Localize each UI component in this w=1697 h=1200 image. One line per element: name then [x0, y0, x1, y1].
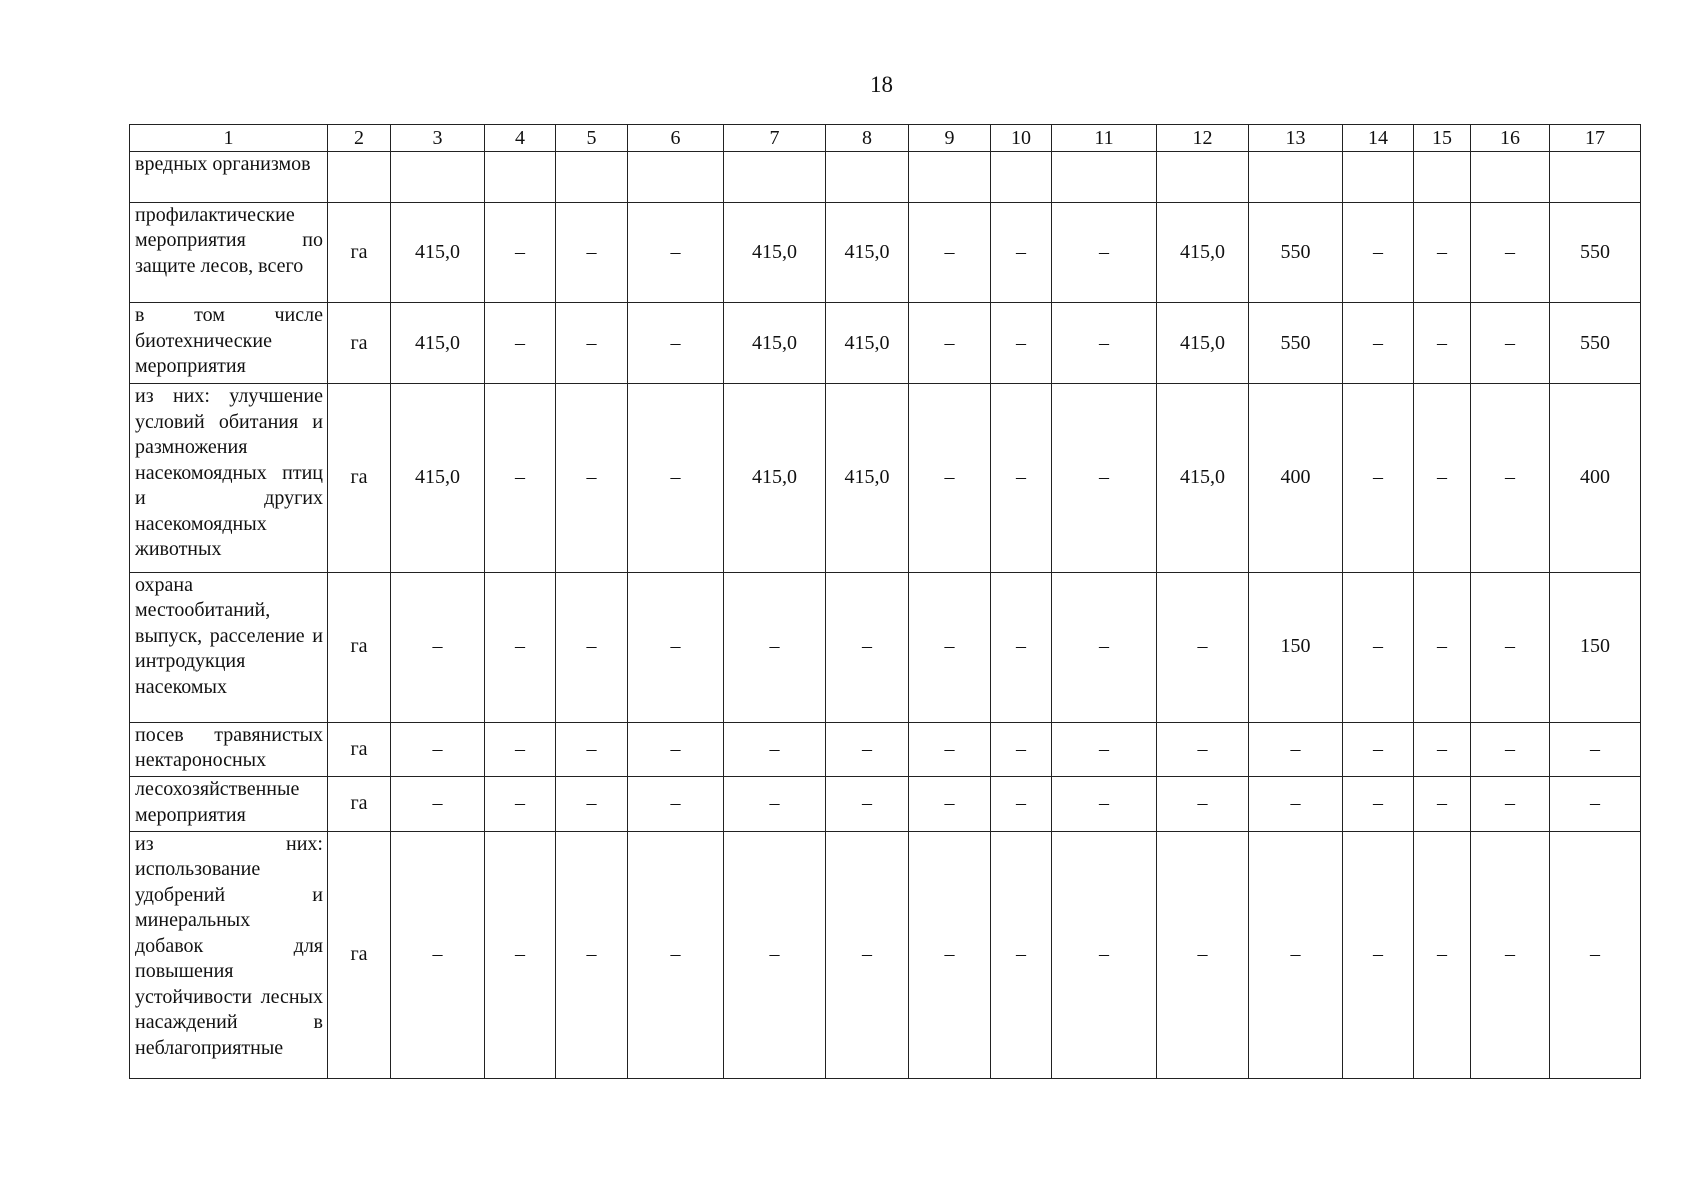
unit-cell: га	[328, 572, 391, 722]
value-cell-col-11: –	[1052, 202, 1157, 303]
value-cell-col-15: –	[1414, 572, 1471, 722]
row-label: профилактические мероприятия по защите лесов, всего	[130, 202, 328, 303]
value-cell-col-14: –	[1343, 572, 1414, 722]
value-cell-col-11: –	[1052, 777, 1157, 832]
value-cell-col-10: –	[991, 572, 1052, 722]
value-cell-col-17	[1550, 152, 1641, 202]
value-cell-col-6: –	[628, 572, 724, 722]
value-cell-col-10: –	[991, 722, 1052, 777]
value-cell-col-17: 150	[1550, 572, 1641, 722]
value-cell-col-15: –	[1414, 384, 1471, 572]
value-cell-col-3: 415,0	[391, 384, 485, 572]
value-cell-col-5: –	[556, 572, 628, 722]
value-cell-col-3	[391, 152, 485, 202]
value-cell-col-13: –	[1249, 722, 1343, 777]
table-row	[130, 152, 1641, 202]
table-row	[130, 202, 1641, 303]
value-cell-col-5: –	[556, 384, 628, 572]
header-row	[130, 125, 1641, 152]
value-cell-col-13: 150	[1249, 572, 1343, 722]
value-cell-col-13: –	[1249, 831, 1343, 1078]
column-number-3: 3	[391, 125, 485, 152]
row-label: посев травянистых нектароносных	[130, 722, 328, 777]
value-cell-col-7: –	[724, 777, 826, 832]
column-number-8: 8	[826, 125, 909, 152]
column-number-9: 9	[909, 125, 991, 152]
value-cell-col-17: –	[1550, 831, 1641, 1078]
value-cell-col-13: 550	[1249, 202, 1343, 303]
column-number-11: 11	[1052, 125, 1157, 152]
table-row	[130, 777, 1641, 832]
value-cell-col-8: 415,0	[826, 384, 909, 572]
value-cell-col-12: –	[1157, 722, 1249, 777]
value-cell-col-3: –	[391, 572, 485, 722]
value-cell-col-4: –	[485, 572, 556, 722]
table-row	[130, 831, 1641, 1078]
value-cell-col-9	[909, 152, 991, 202]
value-cell-col-7: 415,0	[724, 202, 826, 303]
value-cell-col-7: –	[724, 572, 826, 722]
value-cell-col-7	[724, 152, 826, 202]
value-cell-col-10: –	[991, 831, 1052, 1078]
value-cell-col-12: –	[1157, 572, 1249, 722]
column-number-13: 13	[1249, 125, 1343, 152]
value-cell-col-3: –	[391, 831, 485, 1078]
value-cell-col-17: 400	[1550, 384, 1641, 572]
value-cell-col-3: –	[391, 722, 485, 777]
value-cell-col-13	[1249, 152, 1343, 202]
value-cell-col-14: –	[1343, 303, 1414, 384]
value-cell-col-16: –	[1471, 572, 1550, 722]
value-cell-col-16: –	[1471, 303, 1550, 384]
value-cell-col-5	[556, 152, 628, 202]
column-number-7: 7	[724, 125, 826, 152]
column-number-6: 6	[628, 125, 724, 152]
unit-cell: га	[328, 831, 391, 1078]
value-cell-col-11: –	[1052, 722, 1157, 777]
value-cell-col-17: –	[1550, 777, 1641, 832]
row-label: охрана местообитаний, выпуск, расселение и интродукция насекомых	[130, 572, 328, 722]
row-label: из них: использование удобрений и минеральных добавок для повышения устойчивости лесных насаждений в неблагоприятные	[130, 831, 328, 1078]
value-cell-col-15: –	[1414, 202, 1471, 303]
value-cell-col-6: –	[628, 722, 724, 777]
value-cell-col-11: –	[1052, 384, 1157, 572]
row-label: из них: улучшение условий обитания и размножения насекомоядных птиц и других насекомоядных животных	[130, 384, 328, 572]
value-cell-col-9: –	[909, 202, 991, 303]
value-cell-col-3: –	[391, 777, 485, 832]
value-cell-col-17: –	[1550, 722, 1641, 777]
value-cell-col-7: 415,0	[724, 303, 826, 384]
value-cell-col-11: –	[1052, 303, 1157, 384]
value-cell-col-14: –	[1343, 831, 1414, 1078]
value-cell-col-3: 415,0	[391, 303, 485, 384]
value-cell-col-5: –	[556, 722, 628, 777]
value-cell-col-12: 415,0	[1157, 384, 1249, 572]
value-cell-col-8: –	[826, 777, 909, 832]
column-number-15: 15	[1414, 125, 1471, 152]
column-number-17: 17	[1550, 125, 1641, 152]
value-cell-col-9: –	[909, 777, 991, 832]
page-number: 18	[870, 72, 893, 97]
value-cell-col-16: –	[1471, 384, 1550, 572]
value-cell-col-7: 415,0	[724, 384, 826, 572]
value-cell-col-12: 415,0	[1157, 202, 1249, 303]
column-number-5: 5	[556, 125, 628, 152]
row-label: вредных организмов	[130, 152, 328, 202]
value-cell-col-6: –	[628, 202, 724, 303]
value-cell-col-6: –	[628, 384, 724, 572]
table-row	[130, 303, 1641, 384]
value-cell-col-11: –	[1052, 572, 1157, 722]
value-cell-col-14: –	[1343, 202, 1414, 303]
value-cell-col-14: –	[1343, 777, 1414, 832]
value-cell-col-15: –	[1414, 303, 1471, 384]
value-cell-col-4: –	[485, 384, 556, 572]
value-cell-col-6: –	[628, 777, 724, 832]
unit-cell: га	[328, 384, 391, 572]
column-number-16: 16	[1471, 125, 1550, 152]
table-row	[130, 384, 1641, 572]
row-label: в том числе биотехнические мероприятия	[130, 303, 328, 384]
value-cell-col-14: –	[1343, 384, 1414, 572]
value-cell-col-8: 415,0	[826, 202, 909, 303]
value-cell-col-4: –	[485, 722, 556, 777]
value-cell-col-3: 415,0	[391, 202, 485, 303]
value-cell-col-6: –	[628, 831, 724, 1078]
value-cell-col-12: –	[1157, 777, 1249, 832]
value-cell-col-9: –	[909, 722, 991, 777]
value-cell-col-10: –	[991, 384, 1052, 572]
value-cell-col-8: 415,0	[826, 303, 909, 384]
value-cell-col-4: –	[485, 777, 556, 832]
column-number-10: 10	[991, 125, 1052, 152]
value-cell-col-9: –	[909, 831, 991, 1078]
value-cell-col-16: –	[1471, 777, 1550, 832]
column-number-12: 12	[1157, 125, 1249, 152]
column-number-2: 2	[328, 125, 391, 152]
value-cell-col-13: –	[1249, 777, 1343, 832]
table-row	[130, 722, 1641, 777]
value-cell-col-5: –	[556, 777, 628, 832]
value-cell-col-7: –	[724, 722, 826, 777]
value-cell-col-4: –	[485, 303, 556, 384]
table-row	[130, 572, 1641, 722]
value-cell-col-4: –	[485, 202, 556, 303]
value-cell-col-9: –	[909, 303, 991, 384]
value-cell-col-16	[1471, 152, 1550, 202]
value-cell-col-8: –	[826, 722, 909, 777]
value-cell-col-11	[1052, 152, 1157, 202]
value-cell-col-16: –	[1471, 722, 1550, 777]
value-cell-col-5: –	[556, 303, 628, 384]
value-cell-col-14: –	[1343, 722, 1414, 777]
value-cell-col-9: –	[909, 384, 991, 572]
value-cell-col-15	[1414, 152, 1471, 202]
value-cell-col-5: –	[556, 831, 628, 1078]
data-table	[129, 124, 1641, 1079]
row-label: лесохозяйственные мероприятия	[130, 777, 328, 832]
value-cell-col-15: –	[1414, 831, 1471, 1078]
value-cell-col-17: 550	[1550, 303, 1641, 384]
value-cell-col-11: –	[1052, 831, 1157, 1078]
value-cell-col-16: –	[1471, 202, 1550, 303]
value-cell-col-13: 400	[1249, 384, 1343, 572]
value-cell-col-17: 550	[1550, 202, 1641, 303]
column-number-1: 1	[130, 125, 328, 152]
value-cell-col-15: –	[1414, 777, 1471, 832]
column-number-4: 4	[485, 125, 556, 152]
value-cell-col-8: –	[826, 572, 909, 722]
unit-cell: га	[328, 202, 391, 303]
value-cell-col-12: –	[1157, 831, 1249, 1078]
value-cell-col-15: –	[1414, 722, 1471, 777]
unit-cell	[328, 152, 391, 202]
value-cell-col-4	[485, 152, 556, 202]
value-cell-col-8	[826, 152, 909, 202]
column-number-14: 14	[1343, 125, 1414, 152]
value-cell-col-10: –	[991, 777, 1052, 832]
value-cell-col-12: 415,0	[1157, 303, 1249, 384]
value-cell-col-10: –	[991, 303, 1052, 384]
value-cell-col-5: –	[556, 202, 628, 303]
unit-cell: га	[328, 303, 391, 384]
value-cell-col-6: –	[628, 303, 724, 384]
value-cell-col-10: –	[991, 202, 1052, 303]
value-cell-col-6	[628, 152, 724, 202]
value-cell-col-14	[1343, 152, 1414, 202]
value-cell-col-7: –	[724, 831, 826, 1078]
value-cell-col-4: –	[485, 831, 556, 1078]
value-cell-col-8: –	[826, 831, 909, 1078]
unit-cell: га	[328, 777, 391, 832]
value-cell-col-16: –	[1471, 831, 1550, 1078]
value-cell-col-10	[991, 152, 1052, 202]
unit-cell: га	[328, 722, 391, 777]
value-cell-col-13: 550	[1249, 303, 1343, 384]
value-cell-col-9: –	[909, 572, 991, 722]
value-cell-col-12	[1157, 152, 1249, 202]
